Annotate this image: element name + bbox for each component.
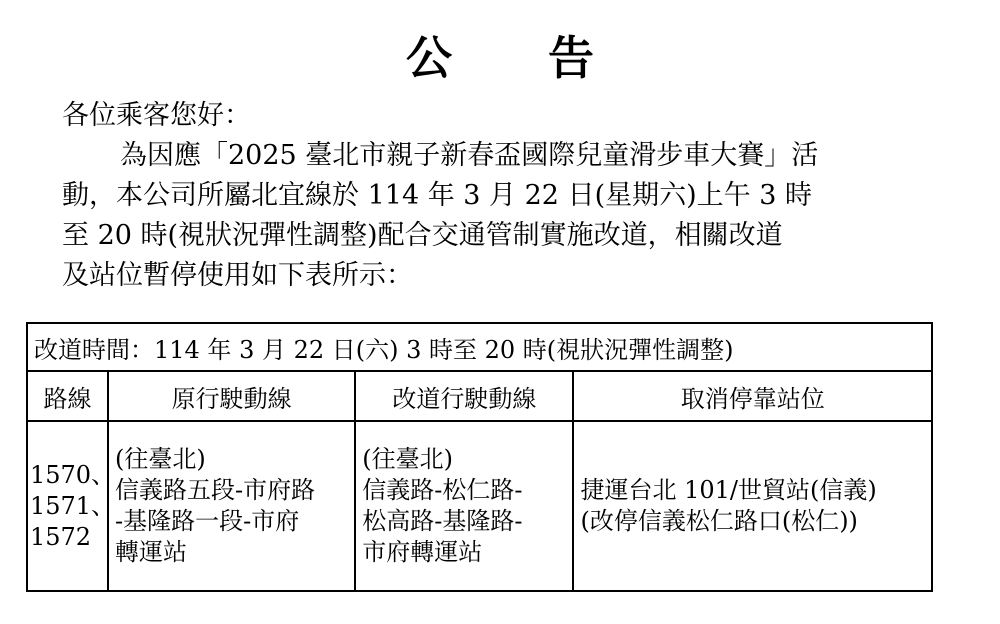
detour-route-line: 信義路-松仁路-: [362, 476, 523, 504]
original-route-line: 轉運站: [115, 538, 188, 566]
paragraph-line: 至 20 時(視狀況彈性調整)配合交通管制實施改道，相關改道: [62, 220, 783, 251]
paragraph-line: 及站位暫停使用如下表所示：: [62, 260, 413, 291]
route-numbers-cell: [27, 421, 116, 591]
original-route-line: -基隆路一段-市府: [115, 507, 300, 535]
original-route-cell: [108, 421, 355, 591]
detour-time-label: 改道時間：114 年 3 月 22 日(六) 3 時至 20 時(視狀況彈性調整): [27, 323, 932, 371]
cancelled-stop-line: 捷運台北 101/世貿站(信義): [580, 476, 877, 504]
paragraph-line: 動，本公司所屬北宜線於 114 年 3 月 22 日(星期六)上午 3 時: [62, 180, 812, 211]
detour-route-line: (往臺北): [362, 445, 454, 473]
table-row: [27, 421, 932, 591]
route-number: 1571、: [30, 491, 116, 520]
original-route-line: 信義路五段-市府路: [115, 476, 316, 504]
original-route-line: (往臺北): [115, 445, 206, 473]
header-original-route: 原行駛動線: [108, 371, 355, 421]
detour-time-row: [27, 323, 932, 371]
table-header-row: [27, 371, 932, 421]
header-detour-route: 改道行駛動線: [355, 371, 573, 421]
detour-route-line: 松高路-基隆路-: [362, 507, 523, 535]
page-title: 公 告: [405, 31, 634, 85]
route-number: 1572: [30, 522, 92, 551]
header-cancelled-stops: 取消停靠站位: [573, 371, 932, 421]
paragraph-line: 為因應「2025 臺北市親子新春盃國際兒童滑步車大賽」活: [120, 140, 819, 171]
route-number: 1570、: [30, 460, 116, 489]
detour-route-cell: [355, 421, 573, 591]
notice-paragraph: [62, 136, 912, 296]
cancelled-stops-cell: [573, 421, 932, 591]
detour-table: [26, 322, 933, 592]
greeting: 各位乘客您好：: [62, 100, 251, 131]
cancelled-stop-line: (改停信義松仁路口(松仁)): [580, 507, 858, 535]
header-route: 路線: [27, 371, 108, 421]
detour-route-line: 市府轉運站: [362, 538, 483, 566]
